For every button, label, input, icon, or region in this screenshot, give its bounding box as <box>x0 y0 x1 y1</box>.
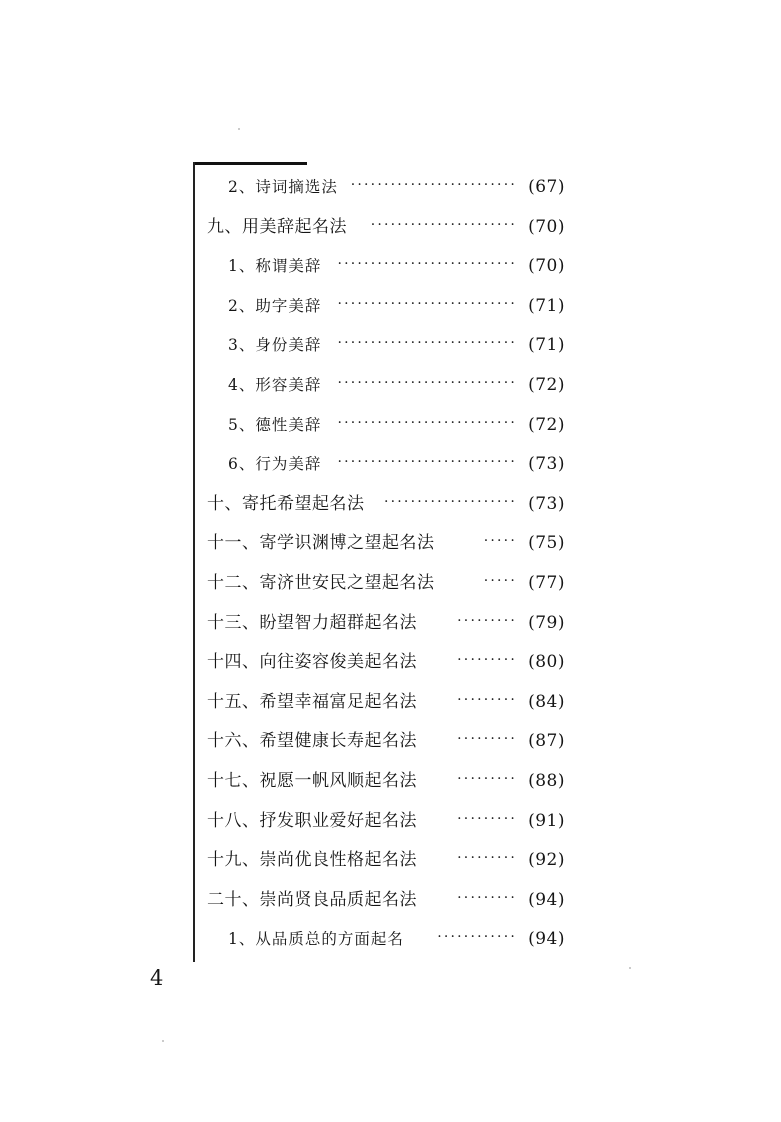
left-margin-rule <box>193 162 195 962</box>
toc-entry-page: (72) <box>528 374 565 395</box>
toc-entry-title: 十七、祝愿一帆风顺起名法 <box>207 770 417 791</box>
dot-leader: ········· <box>457 770 517 787</box>
table-of-contents <box>200 168 565 960</box>
toc-entry-page: (84) <box>528 691 565 712</box>
toc-entry-page: (79) <box>528 612 565 633</box>
toc-entry-title: 十六、希望健康长寿起名法 <box>207 731 417 752</box>
dot-leader: ······················ <box>370 216 517 233</box>
dot-leader: ··························· <box>337 454 517 471</box>
dot-leader: ··························· <box>337 414 517 431</box>
toc-entry-page: (73) <box>528 454 565 475</box>
dot-leader: ········· <box>457 691 517 708</box>
paper-speck <box>238 128 240 130</box>
top-rule <box>193 162 307 165</box>
toc-entry[interactable] <box>200 524 565 564</box>
toc-entry-page: (91) <box>528 810 565 831</box>
toc-entry-page: (70) <box>528 256 565 277</box>
toc-entry[interactable] <box>200 683 565 723</box>
toc-entry-page: (94) <box>528 889 565 910</box>
toc-entry-title: 十九、崇尚优良性格起名法 <box>207 850 417 871</box>
dot-leader: ····· <box>483 533 517 550</box>
dot-leader: ············ <box>437 929 517 946</box>
toc-entry[interactable] <box>200 485 565 525</box>
toc-entry[interactable] <box>200 406 565 446</box>
dot-leader: ········· <box>457 731 517 748</box>
toc-entry-title: 1、称谓美辞 <box>228 257 322 276</box>
toc-entry-title: 4、形容美辞 <box>228 375 322 394</box>
toc-entry[interactable] <box>200 564 565 604</box>
toc-entry-page: (71) <box>528 335 565 356</box>
toc-entry-page: (87) <box>528 731 565 752</box>
dot-leader: ··························· <box>337 374 517 391</box>
page-number: 4 <box>150 966 164 990</box>
toc-entry[interactable] <box>200 604 565 644</box>
toc-entry[interactable] <box>200 326 565 366</box>
toc-entry[interactable] <box>200 168 565 208</box>
toc-entry-page: (77) <box>528 572 565 593</box>
toc-entry[interactable] <box>200 722 565 762</box>
toc-entry-title: 十二、寄济世安民之望起名法 <box>207 572 435 593</box>
toc-entry-title: 十三、盼望智力超群起名法 <box>207 612 417 633</box>
dot-leader: ··························· <box>337 256 517 273</box>
toc-entry-title: 5、德性美辞 <box>228 415 322 434</box>
dot-leader: ····· <box>483 572 517 589</box>
toc-entry[interactable] <box>200 802 565 842</box>
dot-leader: ········· <box>457 612 517 629</box>
dot-leader: ··························· <box>337 295 517 312</box>
toc-entry-page: (92) <box>528 850 565 871</box>
dot-leader: ···················· <box>383 493 517 510</box>
dot-leader: ········· <box>457 810 517 827</box>
toc-entry-title: 1、从品质总的方面起名 <box>228 930 404 949</box>
dot-leader: ························· <box>350 177 517 193</box>
toc-entry[interactable] <box>200 287 565 327</box>
toc-entry-title: 2、助字美辞 <box>228 296 322 315</box>
toc-entry-title: 十五、希望幸福富足起名法 <box>207 691 417 712</box>
toc-entry-page: (75) <box>528 533 565 554</box>
toc-entry-title: 2、诗词摘选法 <box>228 178 338 196</box>
toc-entry[interactable] <box>200 841 565 881</box>
toc-entry-page: (88) <box>528 770 565 791</box>
toc-entry-page: (67) <box>528 177 565 197</box>
toc-entry-page: (80) <box>528 652 565 673</box>
toc-entry-page: (94) <box>528 929 565 950</box>
toc-entry-title: 十一、寄学识渊博之望起名法 <box>207 533 435 554</box>
toc-entry-title: 二十、崇尚贤良品质起名法 <box>207 889 417 910</box>
dot-leader: ········· <box>457 652 517 669</box>
toc-entry[interactable] <box>200 208 565 248</box>
toc-entry-page: (72) <box>528 414 565 435</box>
toc-entry[interactable] <box>200 920 565 960</box>
toc-entry[interactable] <box>200 881 565 921</box>
toc-entry-title: 3、身份美辞 <box>228 336 322 355</box>
toc-entry-title: 十四、向往姿容俊美起名法 <box>207 652 417 673</box>
toc-entry-title: 九、用美辞起名法 <box>207 216 347 237</box>
toc-entry-title: 十、寄托希望起名法 <box>207 493 365 514</box>
dot-leader: ··························· <box>337 335 517 352</box>
dot-leader: ········· <box>457 889 517 906</box>
toc-entry-page: (71) <box>528 295 565 316</box>
dot-leader: ········· <box>457 850 517 867</box>
toc-entry[interactable] <box>200 643 565 683</box>
toc-entry-page: (70) <box>528 216 565 237</box>
toc-entry[interactable] <box>200 445 565 485</box>
toc-entry-title: 十八、抒发职业爱好起名法 <box>207 810 417 831</box>
toc-entry[interactable] <box>200 366 565 406</box>
toc-entry-page: (73) <box>528 493 565 514</box>
paper-speck <box>162 1040 164 1042</box>
toc-entry[interactable] <box>200 247 565 287</box>
paper-speck <box>629 967 631 969</box>
toc-entry[interactable] <box>200 762 565 802</box>
toc-entry-title: 6、行为美辞 <box>228 455 322 474</box>
